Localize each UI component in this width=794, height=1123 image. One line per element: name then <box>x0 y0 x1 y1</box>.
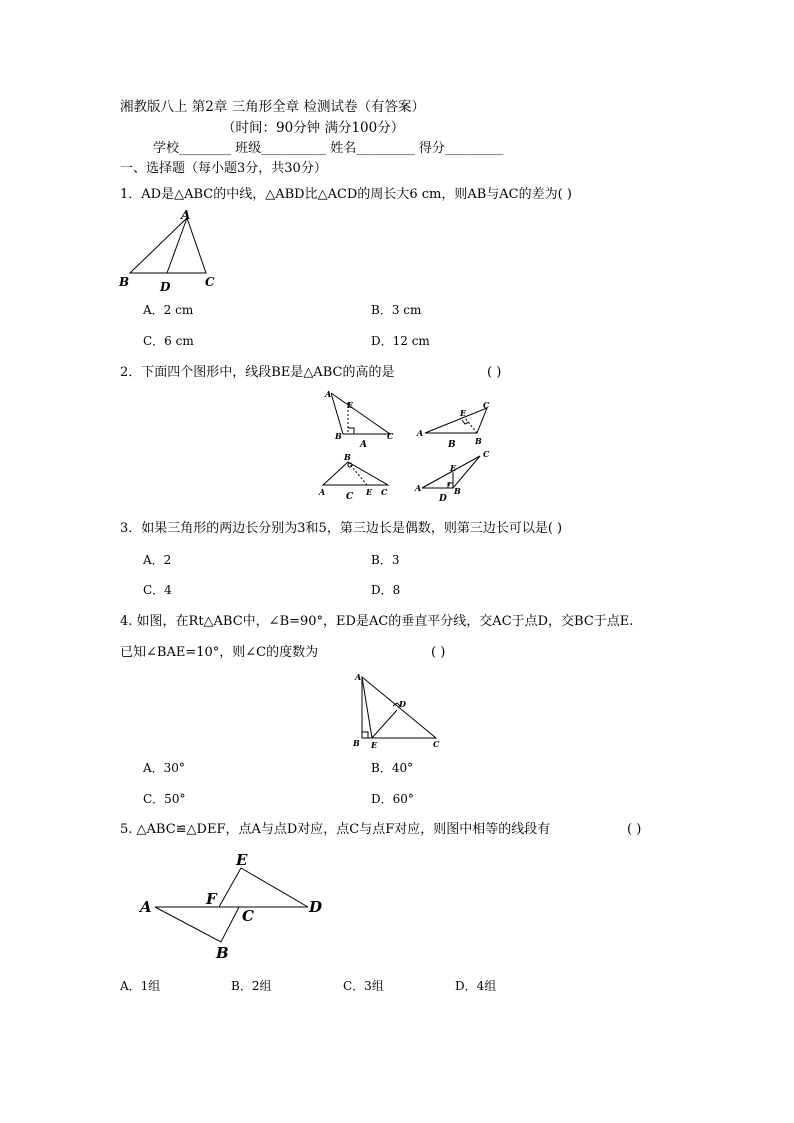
figure-label: D <box>309 898 323 916</box>
figure-label: B <box>454 486 461 496</box>
question-1-figure <box>110 208 230 296</box>
question-3-stem: 3．如果三角形的两边长分别为3和5，第三边长是偶数，则第三边长可以是( ) <box>120 521 563 536</box>
question-3-option-c: C．4 <box>143 583 172 597</box>
figure-label: C <box>483 449 490 459</box>
question-1-option-d: D．12 cm <box>371 334 430 348</box>
question-1-option-b: B．3 cm <box>371 303 422 317</box>
figure-label: C <box>381 487 388 497</box>
figure-label: E <box>371 740 378 750</box>
question-5-option-b: B．2组 <box>231 979 272 993</box>
figure-label: A <box>325 389 332 399</box>
question-4-option-b: B．40° <box>371 761 414 775</box>
figure-label: C <box>242 907 254 925</box>
question-5-figure <box>135 848 335 968</box>
question-5-stem: 5. △ABC≌△DEF，点A与点D对应，点C与点F对应，则图中相等的线段有 <box>120 822 551 837</box>
question-3-option-a: A．2 <box>143 553 172 567</box>
question-4-option-d: D．60° <box>371 792 414 806</box>
question-4-option-a: A．30° <box>143 761 185 775</box>
question-4-figure <box>348 670 448 750</box>
figure-label: B <box>335 431 342 441</box>
question-4-stem-line1: 4. 如图，在Rt△ABC中，∠B=90°，ED是AC的垂直平分线，交AC于点D，交BC于点E. <box>120 614 634 629</box>
question-4-option-c: C．50° <box>143 792 186 806</box>
page-title: 湘教版八上 第2章 三角形全章 检测试卷（有答案） <box>120 99 425 115</box>
question-2-answer-paren: ( ) <box>487 365 502 380</box>
question-1-stem: 1．AD是△ABC的中线，△ABD比△ACD的周长大6 cm，则AB与AC的差为( ) <box>120 187 572 202</box>
figure-label: A <box>360 440 367 450</box>
figure-label: E <box>347 400 354 410</box>
figure-label: A <box>181 208 191 222</box>
figure-label: C <box>387 431 394 441</box>
question-5-option-d: D．4组 <box>455 979 497 993</box>
question-4-stem-line2: 已知∠BAE=10°，则∠C的度数为 <box>120 645 319 660</box>
figure-label: D <box>439 494 447 504</box>
figure-label: B <box>353 738 360 748</box>
figure-label: C <box>205 275 215 289</box>
question-2-figure-2 <box>415 398 505 453</box>
figure-label: D <box>399 699 406 709</box>
figure-label: F <box>206 890 217 908</box>
figure-label: E <box>366 487 373 497</box>
figure-label: B <box>344 452 351 462</box>
question-1-option-a: A．2 cm <box>143 303 194 317</box>
figure-label: A <box>415 483 422 493</box>
question-5-answer-paren: ( ) <box>627 822 642 837</box>
figure-label: B <box>119 275 130 289</box>
figure-label: A <box>355 672 362 682</box>
figure-label: D <box>160 280 171 294</box>
question-5-option-c: C．3组 <box>343 979 384 993</box>
figure-label: B <box>216 944 229 962</box>
question-5-option-a: A．1组 <box>120 979 161 993</box>
question-2-figure-4 <box>412 448 497 503</box>
figure-label: A <box>140 898 152 916</box>
figure-label: B <box>475 436 482 446</box>
figure-label: E <box>460 408 467 418</box>
section-heading: 一、选择题（每小题3分，共30分） <box>120 161 327 176</box>
question-2-stem: 2．下面四个图形中，线段BE是△ABC的高的是 <box>120 365 395 380</box>
figure-label: C <box>433 739 440 749</box>
question-1-option-c: C．6 cm <box>143 334 194 348</box>
figure-label: B <box>448 440 456 450</box>
question-3-option-d: D．8 <box>371 583 401 597</box>
figure-label: C <box>483 400 490 410</box>
question-2-figure-3 <box>315 448 395 503</box>
page-subtitle: （时间：90分钟 满分100分） <box>222 120 405 136</box>
figure-label: E <box>236 851 248 869</box>
figure-label: A <box>417 428 424 438</box>
figure-label: C <box>346 492 354 502</box>
student-info-line: 学校________ 班级__________ 姓名_________ 得分_________ <box>153 141 504 156</box>
question-4-answer-paren: ( ) <box>431 645 446 660</box>
figure-label: E <box>450 463 457 473</box>
question-2-figure-1 <box>320 388 400 448</box>
question-3-option-b: B．3 <box>371 553 400 567</box>
figure-label: A <box>319 487 326 497</box>
